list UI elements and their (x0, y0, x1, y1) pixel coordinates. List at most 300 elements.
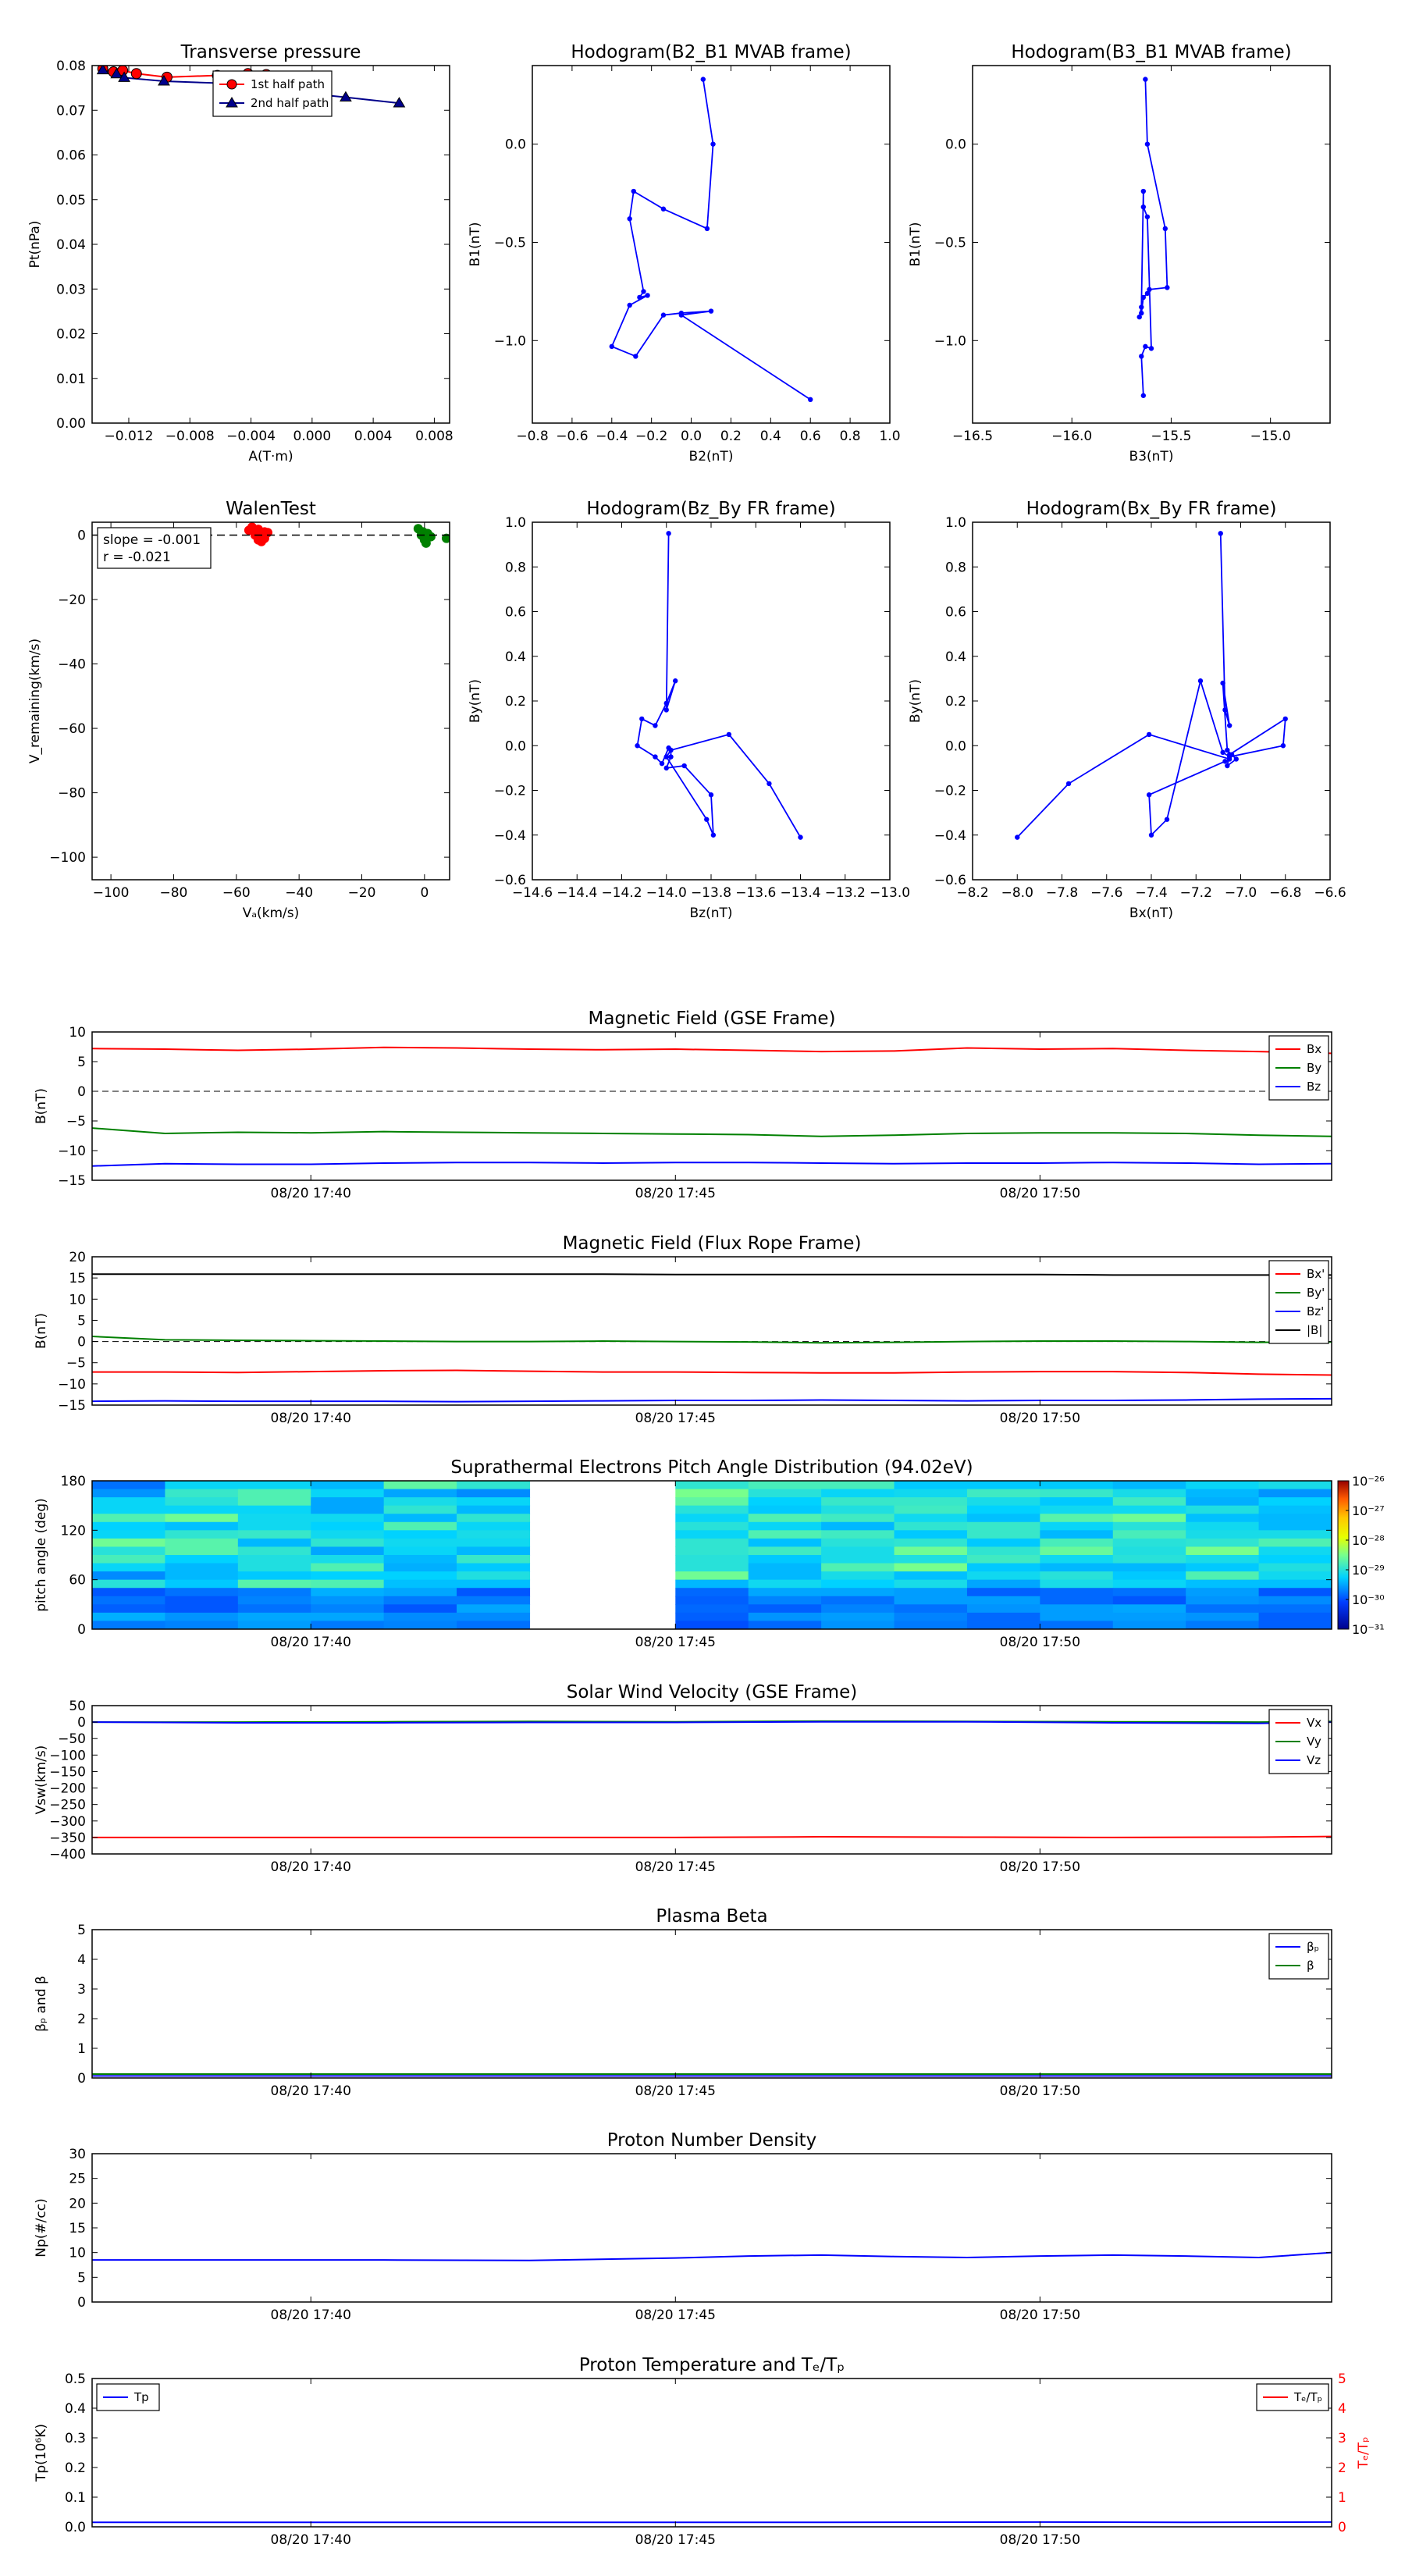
heat-cell (92, 1596, 165, 1605)
heat-cell (749, 1580, 822, 1589)
heat-cell (92, 1555, 165, 1564)
heat-cell (1040, 1555, 1113, 1564)
legend-label: 1st half path (251, 77, 325, 91)
heat-cell (1113, 1522, 1186, 1531)
legend-label: Bx (1307, 1042, 1322, 1056)
heat-cell (311, 1514, 384, 1522)
y-tick-label: 0.3 (64, 2431, 86, 2446)
heat-cell (1186, 1613, 1259, 1621)
heat-cell (1259, 1596, 1332, 1605)
heat-cell (165, 1555, 238, 1564)
heat-cell (238, 1546, 311, 1555)
x-tick-label: −14.4 (557, 885, 598, 901)
heat-cell (165, 1489, 238, 1498)
right-tick-label: 2 (1338, 2460, 1346, 2476)
heat-cell (457, 1514, 530, 1522)
data-point (701, 76, 706, 81)
heat-cell (238, 1555, 311, 1564)
colorbar-tick-label: 10⁻³¹ (1352, 1622, 1385, 1637)
right-tick-label: 4 (1338, 2401, 1346, 2417)
y-axis-label: B1(nT) (908, 222, 923, 267)
data-point (627, 303, 631, 308)
heat-cell (238, 1489, 311, 1498)
heat-cell (675, 1489, 749, 1498)
heat-cell (821, 1555, 895, 1564)
y-axis-label: B1(nT) (468, 222, 483, 267)
data-point (1145, 291, 1150, 296)
heat-cell (749, 1497, 822, 1506)
heat-cell (675, 1546, 749, 1555)
y-tick-label: −250 (49, 1797, 86, 1813)
heat-cell (165, 1514, 238, 1522)
y-tick-label: −15 (58, 1398, 86, 1414)
plot-area (92, 1721, 1332, 1838)
data-point (1145, 141, 1150, 146)
heat-cell (92, 1613, 165, 1621)
panel-beta (34, 1906, 1332, 2099)
y-tick-label: −15 (58, 1173, 86, 1189)
heat-cell (1186, 1580, 1259, 1589)
heat-cell (457, 1489, 530, 1498)
heat-cell (1040, 1514, 1113, 1522)
heat-cell (967, 1522, 1040, 1531)
data-point (798, 834, 802, 839)
heat-cell (1113, 1481, 1186, 1489)
y-tick-label: −60 (58, 721, 86, 738)
heat-cell (967, 1621, 1040, 1629)
panel-tp2 (34, 2355, 1371, 2548)
heat-cell (821, 1481, 895, 1489)
y-tick-label: 60 (69, 1572, 86, 1589)
heat-cell (165, 1596, 238, 1605)
x-tick-label: 08/20 17:45 (635, 1859, 716, 1875)
heat-cell (749, 1564, 822, 1572)
heat-cell (311, 1580, 384, 1589)
y-tick-label: 0.8 (504, 560, 526, 576)
heat-cell (1259, 1506, 1332, 1514)
data-point (660, 761, 664, 766)
x-tick-label: 08/20 17:50 (999, 1859, 1081, 1875)
data-point (710, 141, 715, 146)
colorbar (1338, 1481, 1349, 1629)
y-tick-label: 5 (77, 1055, 86, 1070)
x-tick-label: −100 (92, 885, 130, 901)
heat-cell (238, 1506, 311, 1514)
heat-cell (749, 1596, 822, 1605)
legend-label: |B| (1307, 1323, 1323, 1337)
y-tick-label: −1.0 (934, 333, 966, 350)
data-point (673, 678, 678, 683)
heat-cell (1113, 1580, 1186, 1589)
y-tick-label: 20 (69, 1250, 86, 1265)
heat-cell (384, 1604, 457, 1613)
heat-cell (1113, 1539, 1186, 1547)
right-tick-label: 1 (1338, 2490, 1346, 2506)
heat-cell (311, 1571, 384, 1580)
panel-walen (27, 499, 451, 921)
x-tick-label: −16.5 (951, 429, 994, 444)
colorbar-tick-label: 10⁻³⁰ (1352, 1592, 1385, 1607)
y-tick-label: −100 (49, 850, 86, 866)
y-tick-label: 0 (77, 1622, 86, 1638)
heat-cell (675, 1580, 749, 1589)
heat-cell (238, 1613, 311, 1621)
y-axis-label: Tp(10⁶K) (34, 2423, 49, 2482)
plot-frame (92, 2154, 1332, 2302)
heat-cell (1113, 1621, 1186, 1629)
y-tick-label: 10 (69, 1025, 86, 1041)
y-axis-label: V_remaining(km/s) (27, 638, 43, 764)
heat-cell (895, 1489, 968, 1498)
x-tick-label: −7.2 (1179, 885, 1212, 901)
data-point (1165, 817, 1169, 822)
y-tick-label: 0.1 (64, 2490, 86, 2506)
x-axis-label: B2(nT) (688, 449, 734, 464)
x-tick-label: 08/20 17:40 (270, 2532, 351, 2548)
x-tick-label: 08/20 17:50 (999, 1411, 1081, 1426)
heat-cell (384, 1546, 457, 1555)
legend (97, 2384, 159, 2411)
heat-cell (238, 1621, 311, 1629)
y-tick-label: 25 (69, 2171, 86, 2187)
x-tick-label: 08/20 17:40 (270, 2083, 351, 2099)
heat-cell (311, 1621, 384, 1629)
heat-cell (92, 1530, 165, 1539)
heat-cell (821, 1571, 895, 1580)
series-line-0 (92, 2253, 1332, 2261)
x-tick-label: 08/20 17:40 (270, 1186, 351, 1201)
data-point (709, 792, 713, 797)
x-tick-label: 0.6 (799, 429, 821, 444)
y-tick-label: 0.4 (64, 2401, 86, 2417)
data-point (653, 754, 657, 759)
heat-cell (1259, 1514, 1332, 1522)
heat-cell (384, 1580, 457, 1589)
right-tick-label: 0 (1338, 2520, 1346, 2535)
heat-cell (457, 1613, 530, 1621)
heat-cell (749, 1530, 822, 1539)
x-tick-label: 08/20 17:45 (635, 1635, 716, 1650)
y-tick-label: −1.0 (493, 333, 526, 350)
y-tick-label: 0 (77, 1334, 86, 1350)
panel-np (34, 2130, 1332, 2323)
heat-cell (1259, 1555, 1332, 1564)
heat-cell (238, 1604, 311, 1613)
heat-cell (238, 1514, 311, 1522)
x-tick-label: 1.0 (879, 429, 901, 444)
y-tick-label: 0.0 (944, 738, 966, 755)
plot-frame (92, 1257, 1332, 1405)
heat-cell (384, 1497, 457, 1506)
heat-cell (1259, 1522, 1332, 1531)
plot-frame (92, 2379, 1332, 2527)
data-point (767, 781, 771, 786)
series-line-0 (92, 1837, 1332, 1838)
heat-cell (675, 1530, 749, 1539)
chart-title: Proton Number Density (606, 2130, 817, 2151)
data-point (1145, 215, 1150, 219)
x-tick-label: −6.6 (1314, 885, 1346, 901)
x-tick-label: −7.8 (1045, 885, 1079, 901)
heat-cell (895, 1571, 968, 1580)
heat-cell (457, 1539, 530, 1547)
heat-cell (821, 1530, 895, 1539)
data-point (635, 743, 639, 748)
chart-title: Plasma Beta (656, 1906, 768, 1927)
heat-cell (1040, 1588, 1113, 1596)
heat-cell (384, 1613, 457, 1621)
plot-frame (92, 66, 450, 423)
heat-cell (1259, 1604, 1332, 1613)
heat-cell (457, 1497, 530, 1506)
panel-tp (27, 42, 454, 464)
heat-cell (165, 1571, 238, 1580)
heat-cell (311, 1564, 384, 1572)
y-tick-label: 180 (60, 1474, 86, 1489)
panel-hxy (908, 499, 1346, 921)
heat-cell (311, 1497, 384, 1506)
heat-cell (895, 1497, 968, 1506)
heat-cell (967, 1588, 1040, 1596)
x-tick-label: 08/20 17:45 (635, 1411, 716, 1426)
right-axis-label: Tₑ/Tₚ (1356, 2436, 1371, 2469)
data-point (645, 293, 649, 297)
data-point (627, 216, 631, 221)
heat-cell (92, 1564, 165, 1572)
y-tick-label: 0.4 (504, 649, 526, 665)
right-tick-label: 3 (1338, 2431, 1346, 2446)
heat-cell (384, 1489, 457, 1498)
data-point (661, 207, 666, 212)
chart-title: Magnetic Field (GSE Frame) (588, 1009, 836, 1029)
series-line-2 (92, 1399, 1332, 1402)
data-point (1015, 834, 1019, 839)
legend (213, 71, 332, 116)
plot-frame (92, 1032, 1332, 1180)
heat-cell (821, 1546, 895, 1555)
data-point (1066, 781, 1071, 786)
heat-cell (311, 1530, 384, 1539)
heat-cell (675, 1564, 749, 1572)
y-axis-label: Vsw(km/s) (34, 1745, 49, 1815)
y-tick-label: 1.0 (944, 515, 966, 531)
heat-cell (1113, 1571, 1186, 1580)
series-line-0 (638, 533, 801, 837)
heat-cell (1186, 1596, 1259, 1605)
chart-title: WalenTest (226, 499, 316, 519)
chart-title: Hodogram(B2_B1 MVAB frame) (571, 42, 852, 62)
legend-label: Bx' (1307, 1267, 1325, 1281)
series-line-0 (612, 80, 810, 400)
y-tick-label: −0.5 (493, 235, 526, 251)
heat-cell (821, 1514, 895, 1522)
heat-cell (165, 1564, 238, 1572)
chart-title: Suprathermal Electrons Pitch Angle Distribution (94.02eV) (450, 1457, 973, 1478)
heat-cell (1113, 1489, 1186, 1498)
data-point (681, 763, 686, 768)
heat-cell (92, 1580, 165, 1589)
heat-cell (238, 1481, 311, 1489)
legend (1269, 1036, 1329, 1100)
heat-cell (457, 1506, 530, 1514)
y-tick-label: 0.6 (504, 604, 526, 621)
x-tick-label: 0.4 (759, 429, 781, 444)
x-tick-label: 08/20 17:45 (635, 1186, 716, 1201)
data-point (1220, 681, 1225, 685)
y-axis-label: pitch angle (deg) (34, 1498, 49, 1612)
y-tick-label: 30 (69, 2147, 86, 2162)
heat-cell (749, 1481, 822, 1489)
heat-cell (1113, 1514, 1186, 1522)
heat-cell (675, 1621, 749, 1629)
chart-title: Transverse pressure (180, 42, 361, 62)
plot-frame (532, 66, 890, 423)
heat-cell (1259, 1497, 1332, 1506)
heat-cell (384, 1564, 457, 1572)
heat-cell (1040, 1489, 1113, 1498)
y-tick-label: 0.2 (504, 694, 526, 710)
panel-hzy (468, 499, 910, 921)
heat-cell (967, 1530, 1040, 1539)
data-point (1149, 346, 1154, 350)
x-tick-label: −14.2 (601, 885, 642, 901)
chart-title: Proton Temperature and Tₑ/Tₚ (578, 2355, 845, 2375)
heat-cell (895, 1621, 968, 1629)
heat-cell (1186, 1530, 1259, 1539)
heat-cell (1259, 1613, 1332, 1621)
data-point (1143, 76, 1147, 81)
data-point (1137, 315, 1142, 319)
heat-cell (457, 1596, 530, 1605)
heat-cell (1113, 1530, 1186, 1539)
heat-cell (967, 1489, 1040, 1498)
heat-cell (238, 1596, 311, 1605)
heat-cell (1186, 1514, 1259, 1522)
data-point (1149, 833, 1154, 838)
x-tick-label: −0.6 (556, 429, 589, 444)
x-tick-label: 08/20 17:50 (999, 2083, 1081, 2099)
heat-cell (1186, 1506, 1259, 1514)
heat-cell (967, 1506, 1040, 1514)
data-point (1141, 205, 1146, 209)
plot-area (92, 1481, 1332, 1630)
heat-cell (1259, 1481, 1332, 1489)
x-tick-label: 08/20 17:50 (999, 2307, 1081, 2323)
heat-cell (967, 1596, 1040, 1605)
x-tick-label: −13.0 (869, 885, 911, 901)
heat-cell (1040, 1530, 1113, 1539)
data-point (664, 766, 669, 770)
colorbar-tick-label: 10⁻²⁹ (1352, 1563, 1385, 1578)
x-tick-label: −80 (159, 885, 188, 901)
annotation-box (98, 528, 211, 568)
heat-cell (749, 1571, 822, 1580)
heat-cell (165, 1613, 238, 1621)
y-tick-label: 10 (69, 1292, 86, 1308)
y-tick-label: 20 (69, 2196, 86, 2212)
data-point (1281, 743, 1286, 748)
panel-bfr (34, 1233, 1332, 1426)
data-point (1141, 189, 1146, 194)
heat-cell (92, 1506, 165, 1514)
data-point (1222, 759, 1227, 763)
x-tick-label: −20 (347, 885, 376, 901)
heat-cell (675, 1539, 749, 1547)
y-tick-label: 0.8 (944, 560, 966, 576)
plot-area (1015, 531, 1288, 840)
heat-cell (92, 1522, 165, 1531)
x-tick-label: −40 (285, 885, 314, 901)
legend (1269, 1934, 1329, 1979)
heat-cell (165, 1604, 238, 1613)
x-tick-label: −14.6 (511, 885, 553, 901)
heat-cell (1186, 1481, 1259, 1489)
heat-cell (238, 1539, 311, 1547)
y-tick-label: 15 (69, 1271, 86, 1287)
x-tick-label: −7.4 (1135, 885, 1168, 901)
heat-cell (821, 1604, 895, 1613)
heat-cell (967, 1604, 1040, 1613)
heat-cell (895, 1522, 968, 1531)
chart-title: Hodogram(Bz_By FR frame) (586, 499, 836, 519)
heat-cell (238, 1522, 311, 1531)
x-tick-label: −0.4 (596, 429, 628, 444)
y-tick-label: −10 (58, 1376, 86, 1393)
heat-cell (967, 1580, 1040, 1589)
x-tick-label: −60 (222, 885, 251, 901)
heat-cell (457, 1580, 530, 1589)
x-tick-label: 0.008 (415, 429, 454, 444)
x-tick-label: −6.8 (1269, 885, 1302, 901)
x-tick-label: −0.008 (165, 429, 215, 444)
heat-cell (1040, 1604, 1113, 1613)
heat-cell (384, 1522, 457, 1531)
y-tick-label: −0.2 (934, 783, 966, 799)
heat-cell (1113, 1506, 1186, 1514)
data-point (653, 723, 657, 728)
x-axis-label: Bz(nT) (689, 906, 733, 921)
legend (1257, 2384, 1329, 2411)
y-tick-label: 0 (77, 1084, 86, 1100)
x-tick-label: −14.0 (646, 885, 687, 901)
heat-cell (457, 1481, 530, 1489)
heat-cell (165, 1522, 238, 1531)
y-tick-label: 0.08 (56, 59, 86, 74)
heat-cell (1259, 1546, 1332, 1555)
heat-cell (967, 1481, 1040, 1489)
heat-cell (1040, 1564, 1113, 1572)
heat-cell (384, 1555, 457, 1564)
x-tick-label: 08/20 17:50 (999, 2532, 1081, 2548)
chart-title: Solar Wind Velocity (GSE Frame) (566, 1682, 858, 1703)
heat-cell (165, 1497, 238, 1506)
heat-cell (165, 1530, 238, 1539)
data-point (1141, 295, 1146, 300)
x-tick-label: 08/20 17:40 (270, 2307, 351, 2323)
data-point (1225, 763, 1229, 768)
heat-cell (749, 1546, 822, 1555)
y-tick-label: −300 (49, 1813, 86, 1830)
heat-cell (457, 1555, 530, 1564)
heat-cell (311, 1546, 384, 1555)
x-axis-label: Vₐ(km/s) (242, 906, 300, 921)
x-tick-label: −7.0 (1224, 885, 1257, 901)
heat-cell (1186, 1546, 1259, 1555)
heat-cell (92, 1539, 165, 1547)
heat-cell (384, 1481, 457, 1489)
data-point (631, 189, 636, 194)
data-point (661, 312, 666, 317)
